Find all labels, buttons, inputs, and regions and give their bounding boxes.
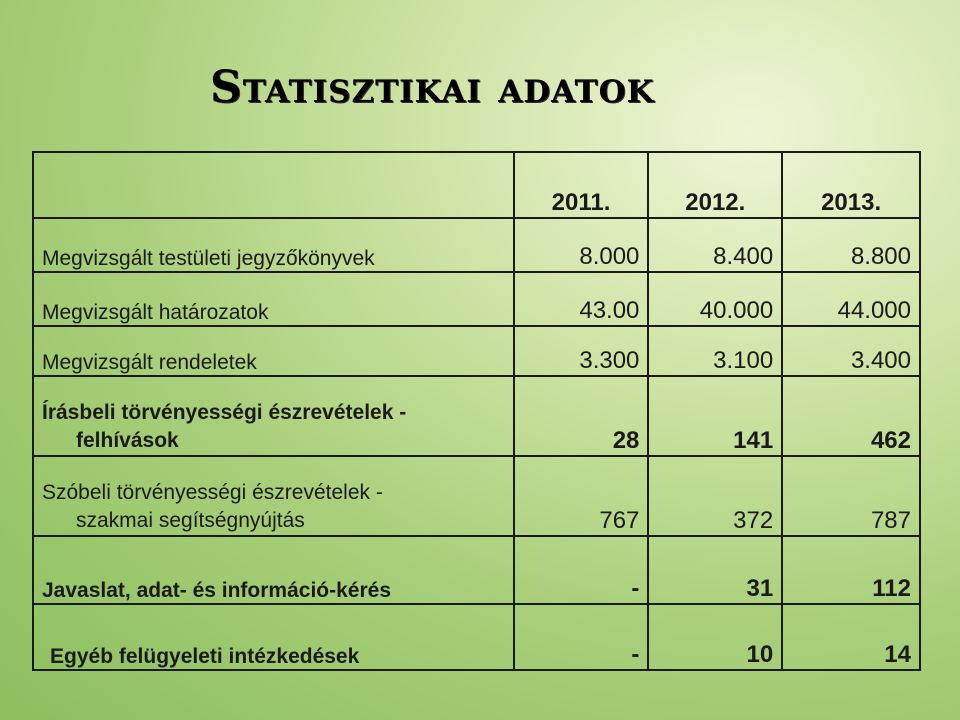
table-row [33,604,920,670]
cell-2011: - [514,536,649,604]
cell-2013: 14 [782,604,920,670]
row-label-line2: szakmai segítségnyújtás [76,509,305,532]
cell-2012: 3.100 [648,326,782,376]
table-row [33,272,920,326]
cell-2012: 10 [648,604,782,670]
cell-2013: 787 [782,456,920,536]
table-header-row [33,152,920,218]
row-label [33,456,514,536]
cell-2011: 43.00 [514,272,649,326]
cell-2011: - [514,604,649,670]
cell-2013: 8.800 [782,218,920,272]
cell-2012: 141 [648,376,782,456]
row-label: Megvizsgált határozatok [33,272,514,326]
cell-2011: 28 [514,376,649,456]
cell-2012: 31 [648,536,782,604]
statistics-table [32,151,921,671]
table-row [33,536,920,604]
table-row [33,456,920,536]
page-title: Statisztikai adatok [210,62,655,113]
header-empty-cell [33,152,514,218]
cell-2013: 112 [782,536,920,604]
row-label-line1: Írásbeli törvényességi észrevételek - [42,401,407,424]
row-label [33,376,514,456]
cell-2012: 8.400 [648,218,782,272]
cell-2013: 462 [782,376,920,456]
row-label-line2: felhívások [76,429,179,452]
cell-2011: 3.300 [514,326,649,376]
header-year-2012: 2012. [648,152,782,218]
row-label: Megvizsgált rendeletek [33,326,514,376]
cell-2013: 3.400 [782,326,920,376]
table-row [33,218,920,272]
cell-2011: 8.000 [514,218,649,272]
header-year-2011: 2011. [514,152,649,218]
cell-2012: 40.000 [648,272,782,326]
cell-2011: 767 [514,456,649,536]
cell-2013: 44.000 [782,272,920,326]
table-row [33,326,920,376]
table-row [33,376,920,456]
row-label: Megvizsgált testületi jegyzőkönyvek [33,218,514,272]
row-label: Javaslat, adat- és információ-kérés [33,536,514,604]
cell-2012: 372 [648,456,782,536]
row-label-line1: Szóbeli törvényességi észrevételek - [42,481,383,504]
row-label: Egyéb felügyeleti intézkedések [33,604,514,670]
header-year-2013: 2013. [782,152,920,218]
